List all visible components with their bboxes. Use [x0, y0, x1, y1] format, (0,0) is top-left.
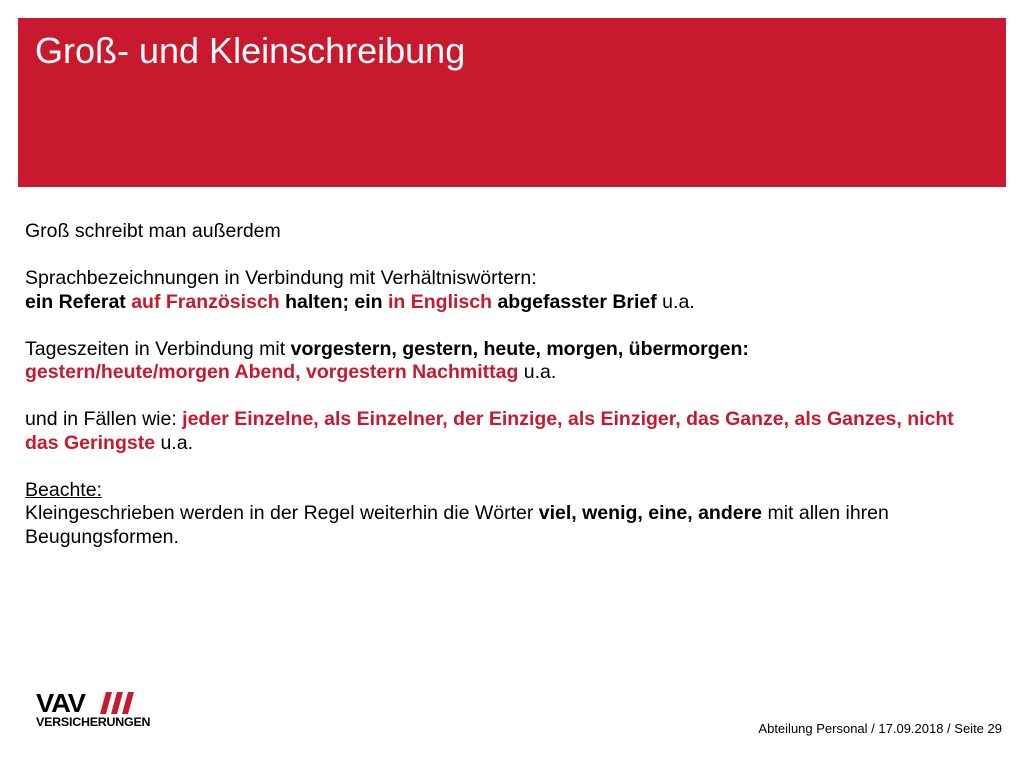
highlight-text: in Englisch — [388, 290, 493, 313]
note-bold-text: viel, wenig, eine, andere — [538, 502, 763, 524]
example-text: abgefasster Brief — [492, 290, 657, 313]
slide-body — [25, 220, 985, 549]
note-heading — [25, 479, 985, 503]
section-daytimes-lead — [25, 338, 985, 362]
lead-bold-text: vorgestern, gestern, heute, morgen, übermorgen: — [290, 337, 749, 360]
lead-text: Tageszeiten in Verbindung mit — [25, 337, 291, 360]
note-text-part: Kleingeschrieben werden in der Regel weiterhin die Wörter — [25, 502, 539, 524]
highlight-text: gestern/heute/morgen Abend, vorgestern Nachmittag — [25, 361, 519, 383]
slide-footer: Abteilung Personal / 17.09.2018 / Seite 29 — [758, 721, 1002, 736]
suffix-text: u.a. — [518, 361, 557, 383]
example-text: ein Referat — [25, 290, 132, 313]
note-heading-text: Beachte: — [25, 478, 102, 501]
section-daytimes-example — [25, 361, 985, 385]
note-text — [25, 502, 985, 549]
lead-text: und in Fällen wie: — [25, 408, 183, 430]
highlight-text: jeder Einzelne, als Einzelner, der Einzige, als Einziger, das Ganze, als Ganzes, nicht das Geringste — [25, 408, 954, 454]
company-logo — [36, 688, 156, 736]
suffix-text: u.a. — [155, 431, 193, 454]
logo-stripes-icon — [100, 692, 134, 714]
logo-subline: VERSICHERUNGEN — [36, 717, 151, 729]
section-cases — [25, 408, 985, 455]
slide-title: Groß- und Kleinschreibung — [35, 30, 466, 71]
logo-wordmark: VAV — [36, 688, 85, 718]
intro-text: Groß schreibt man außerdem — [25, 220, 281, 242]
suffix-text: u.a. — [656, 290, 695, 313]
highlight-text: auf Französisch — [131, 290, 280, 313]
section-language-example — [25, 291, 985, 315]
title-banner — [18, 18, 1006, 187]
section-language-lead: Sprachbezeichnungen in Verbindung mit Verhältniswörtern: — [25, 267, 537, 289]
example-text: halten; ein — [279, 290, 389, 313]
note-text-part: mit allen ihren Beugungsformen. — [25, 502, 889, 548]
